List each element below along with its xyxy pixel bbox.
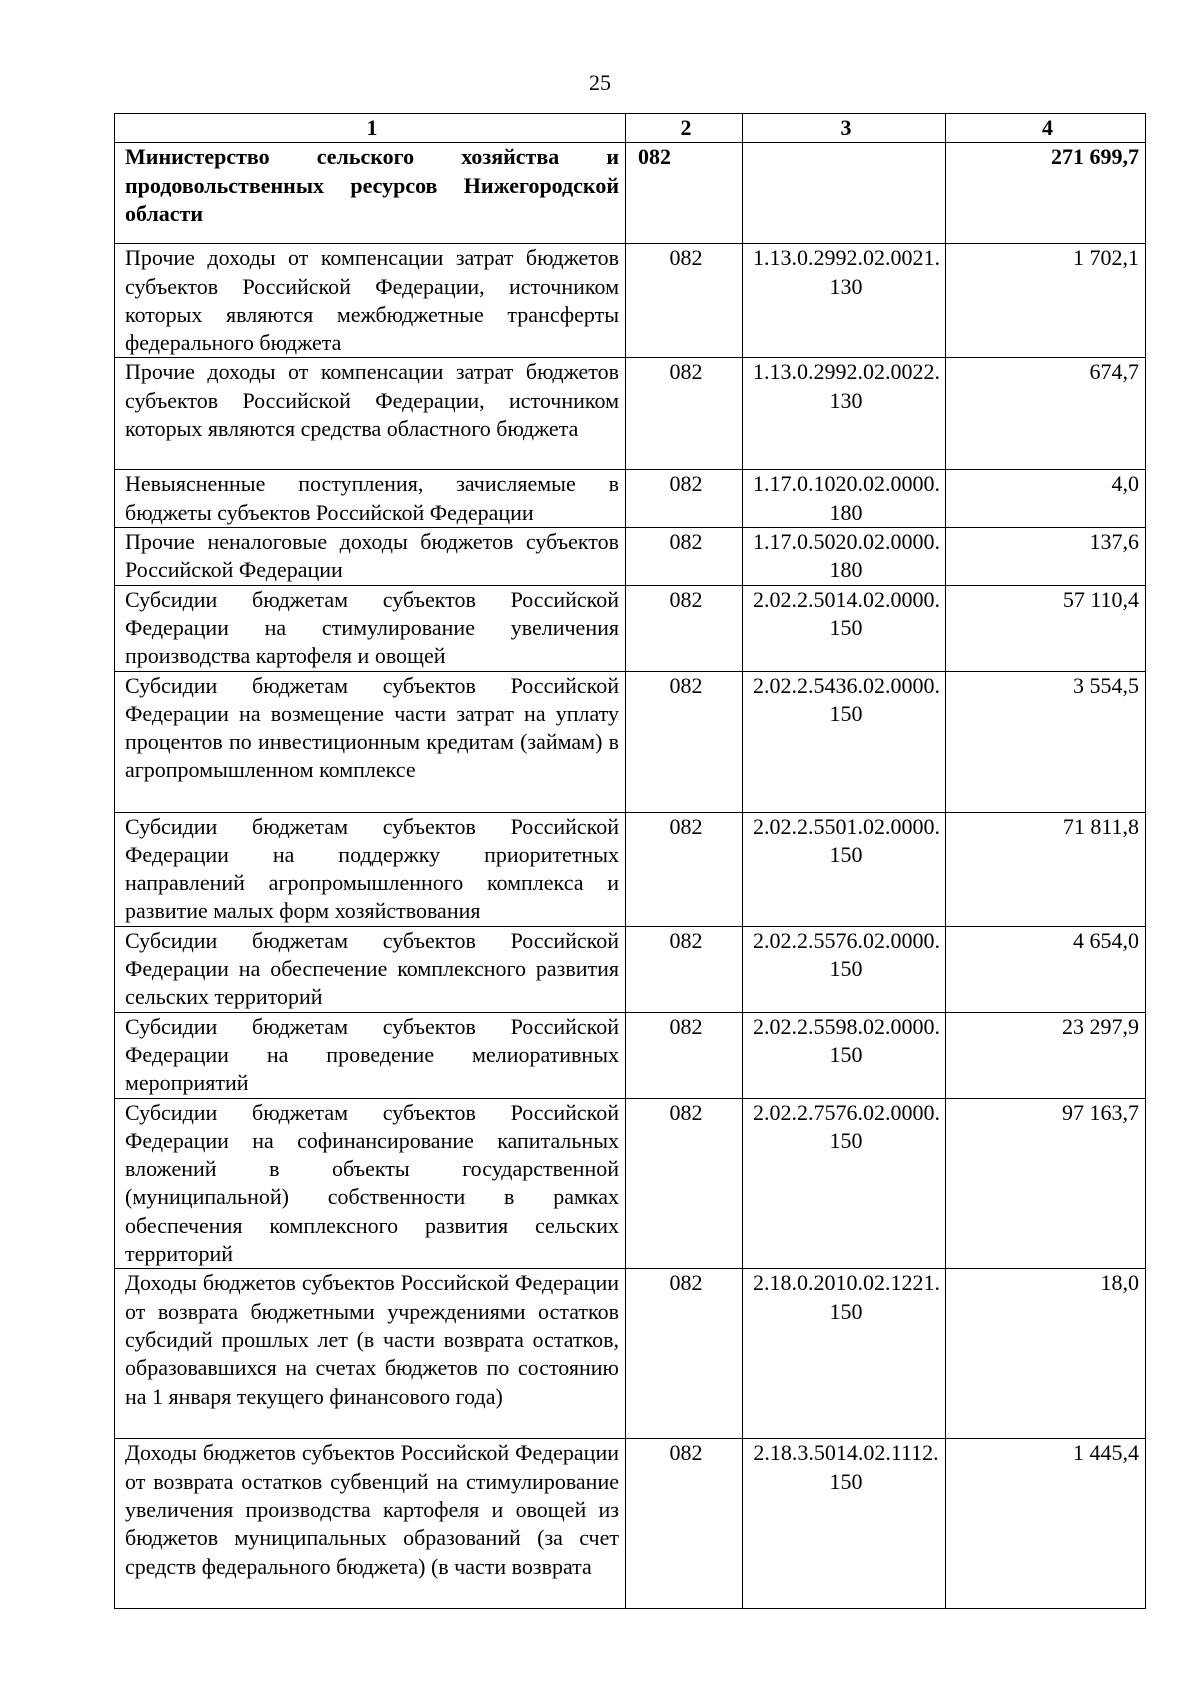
table-row [115, 1439, 1146, 1609]
row-amount: 4 654,0 [946, 926, 1146, 1012]
row-name: Министерство сельского хозяйства и продовольственных ресурсов Нижегородской области [115, 143, 626, 244]
row-amount: 1 445,4 [946, 1439, 1146, 1609]
table-row [115, 585, 1146, 671]
row-budget-code: 1.13.0.2992.02.0021. 130 [743, 244, 946, 358]
row-amount: 18,0 [946, 1269, 1146, 1439]
row-amount: 57 110,4 [946, 585, 1146, 671]
row-name: Субсидии бюджетам субъектов Российской Федерации на стимулирование увеличения производства картофеля и овощей [115, 585, 626, 671]
row-budget-code: 1.13.0.2992.02.0022. 130 [743, 358, 946, 470]
table-row [115, 470, 1146, 528]
row-admin-code: 082 [626, 671, 743, 812]
page-number: 25 [589, 70, 611, 95]
row-amount: 23 297,9 [946, 1012, 1146, 1098]
row-admin-code: 082 [626, 1269, 743, 1439]
row-name: Прочие доходы от компенсации затрат бюджетов субъектов Российской Федерации, источником которых являются средства областного бюджета [115, 358, 626, 470]
row-budget-code [743, 143, 946, 244]
table-row [115, 143, 1146, 244]
row-amount: 71 811,8 [946, 812, 1146, 926]
table-row [115, 926, 1146, 1012]
row-amount: 674,7 [946, 358, 1146, 470]
budget-table [114, 113, 1146, 1609]
row-name: Субсидии бюджетам субъектов Российской Федерации на обеспечение комплексного развития сельских территорий [115, 926, 626, 1012]
row-admin-code: 082 [626, 143, 743, 244]
row-amount: 1 702,1 [946, 244, 1146, 358]
row-budget-code: 1.17.0.1020.02.0000. 180 [743, 470, 946, 528]
row-admin-code: 082 [626, 812, 743, 926]
row-budget-code: 2.18.3.5014.02.1112. 150 [743, 1439, 946, 1609]
row-name: Прочие доходы от компенсации затрат бюджетов субъектов Российской Федерации, источником которых являются межбюджетные трансферты федерального бюджета [115, 244, 626, 358]
row-admin-code: 082 [626, 585, 743, 671]
row-admin-code: 082 [626, 358, 743, 470]
table-row [115, 812, 1146, 926]
table-header-row [115, 114, 1146, 143]
row-admin-code: 082 [626, 1439, 743, 1609]
row-admin-code: 082 [626, 1098, 743, 1269]
row-admin-code: 082 [626, 528, 743, 586]
row-admin-code: 082 [626, 926, 743, 1012]
row-amount: 137,6 [946, 528, 1146, 586]
row-name: Невыясненные поступления, зачисляемые в бюджеты субъектов Российской Федерации [115, 470, 626, 528]
row-budget-code: 2.02.2.5436.02.0000. 150 [743, 671, 946, 812]
column-header: 4 [946, 114, 1146, 143]
row-name: Субсидии бюджетам субъектов Российской Федерации на возмещение части затрат на уплату процентов по инвестиционным кредитам (займам) в агропромышленном комплексе [115, 671, 626, 812]
row-name: Доходы бюджетов субъектов Российской Федерации от возврата бюджетными учреждениями остатков субсидий прошлых лет (в части возврата остатков, образовавшихся на счетах бюджетов по состоянию на 1 января текущего финансового года) [115, 1269, 626, 1439]
row-name: Субсидии бюджетам субъектов Российской Федерации на проведение мелиоративных мероприятий [115, 1012, 626, 1098]
row-amount: 4,0 [946, 470, 1146, 528]
row-budget-code: 2.02.2.5598.02.0000. 150 [743, 1012, 946, 1098]
table-row [115, 358, 1146, 470]
table-row [115, 244, 1146, 358]
column-header: 2 [626, 114, 743, 143]
column-header: 1 [115, 114, 626, 143]
column-header: 3 [743, 114, 946, 143]
row-amount: 97 163,7 [946, 1098, 1146, 1269]
row-budget-code: 2.02.2.5576.02.0000. 150 [743, 926, 946, 1012]
row-admin-code: 082 [626, 470, 743, 528]
row-name: Доходы бюджетов субъектов Российской Федерации от возврата остатков субвенций на стимулирование увеличения производства картофеля и овощей из бюджетов муниципальных образований (за счет средств федерального бюджета) (в части возврата [115, 1439, 626, 1609]
row-amount: 271 699,7 [946, 143, 1146, 244]
row-budget-code: 2.02.2.5501.02.0000. 150 [743, 812, 946, 926]
table-row [115, 1098, 1146, 1269]
row-admin-code: 082 [626, 1012, 743, 1098]
row-name: Субсидии бюджетам субъектов Российской Федерации на софинансирование капитальных вложений в объекты государственной (муниципальной) собственности в рамках обеспечения комплексного развития сельских территорий [115, 1098, 626, 1269]
table-row [115, 671, 1146, 812]
row-name: Субсидии бюджетам субъектов Российской Федерации на поддержку приоритетных направлений агропромышленного комплекса и развитие малых форм хозяйствования [115, 812, 626, 926]
row-budget-code: 2.02.2.7576.02.0000. 150 [743, 1098, 946, 1269]
row-budget-code: 1.17.0.5020.02.0000. 180 [743, 528, 946, 586]
row-admin-code: 082 [626, 244, 743, 358]
table-row [115, 1269, 1146, 1439]
table-row [115, 528, 1146, 586]
row-name: Прочие неналоговые доходы бюджетов субъектов Российской Федерации [115, 528, 626, 586]
row-amount: 3 554,5 [946, 671, 1146, 812]
row-budget-code: 2.18.0.2010.02.1221. 150 [743, 1269, 946, 1439]
table-row [115, 1012, 1146, 1098]
row-budget-code: 2.02.2.5014.02.0000. 150 [743, 585, 946, 671]
